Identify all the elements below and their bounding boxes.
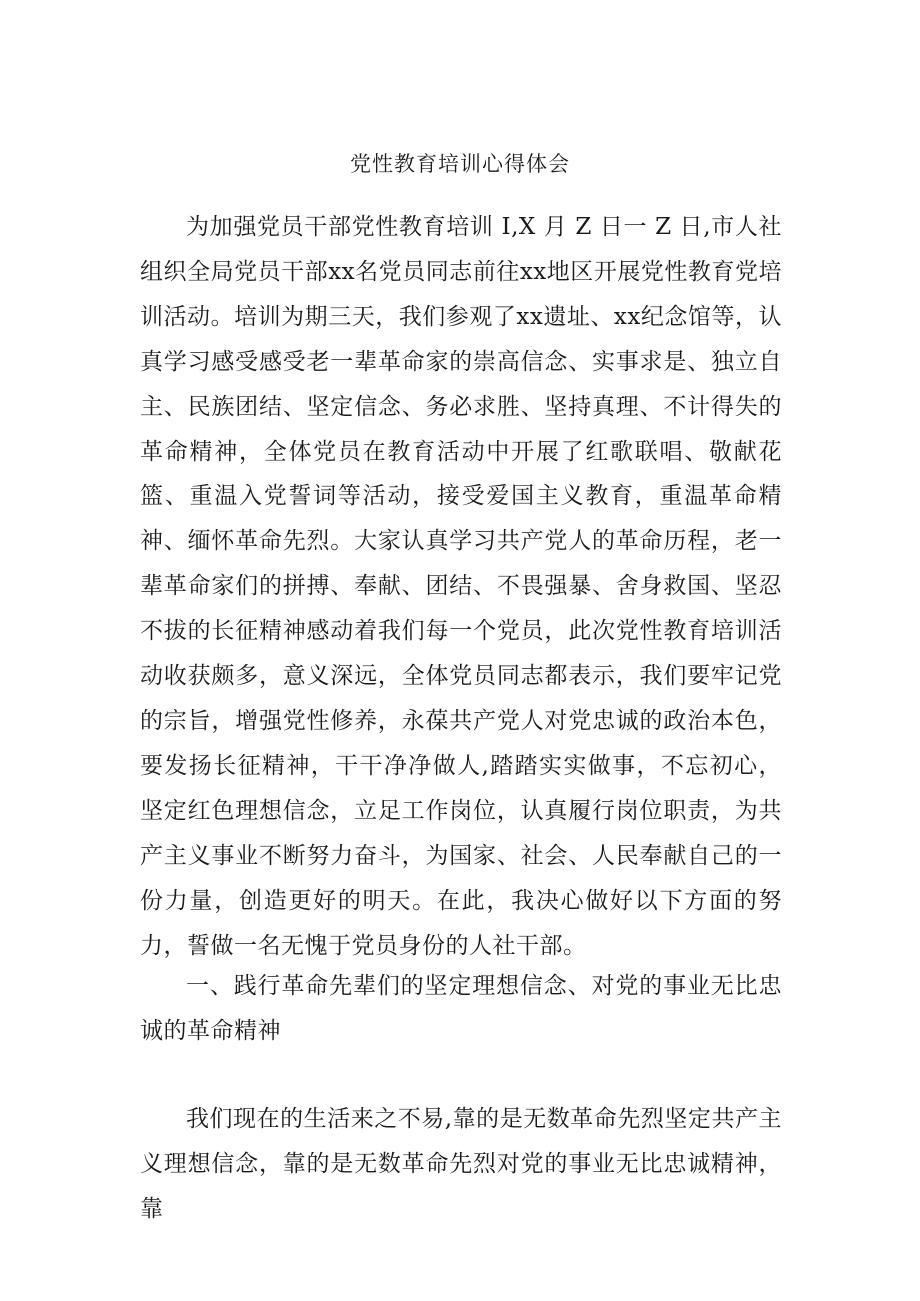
section-heading-1: 一、践行革命先辈们的坚定理想信念、对党的事业无比忠诚的革命精神 [140,973,782,1044]
body-paragraph-section-1: 我们现在的生活来之不易,靠的是无数革命先烈坚定共产主义理想信念，靠的是无数革命先烈对党的事业无比忠诚精神，靠 [140,1106,782,1222]
document-title: 党性教育培训心得体会 [350,152,570,176]
body-paragraph-intro: 为加强党员干部党性教育培训 I,X 月 Z 日一 Z 日,市人社组织全局党员干部xx名党员同志前往xx地区开展党性教育党培训活动。培训为期三天，我们参观了xx遗址、xx纪念馆等，认真学习感受感受老一辈革命家的崇高信念、实事求是、独立自主、民族团结、坚定信念、务必求胜、坚持真理、不计得失的革命精神，全体党员在教育活动中开展了红歌联唱、敬献花篮、重温入党誓词等活动，接受爱国主义教育，重温革命精神、缅怀革命先烈。大家认真学习共产党人的革命历程，老一辈革命家们的拼搏、奉献、团结、不畏强暴、舍身救国、坚忍不拔的长征精神感动着我们每一个党员，此次党性教育培训活动收获颇多，意义深远，全体党员同志都表示，我们要牢记党的宗旨，增强党性修养，永葆共产党人对党忠诚的政治本色，要发扬长征精神，干干净净做人,踏踏实实做事，不忘初心，坚定红色理想信念，立足工作岗位，认真履行岗位职责，为共产主义事业不断努力奋斗，为国家、社会、人民奉献自己的一份力量，创造更好的明天。在此，我决心做好以下方面的努力，誓做一名无愧于党员身份的人社干部。 [140,214,782,959]
